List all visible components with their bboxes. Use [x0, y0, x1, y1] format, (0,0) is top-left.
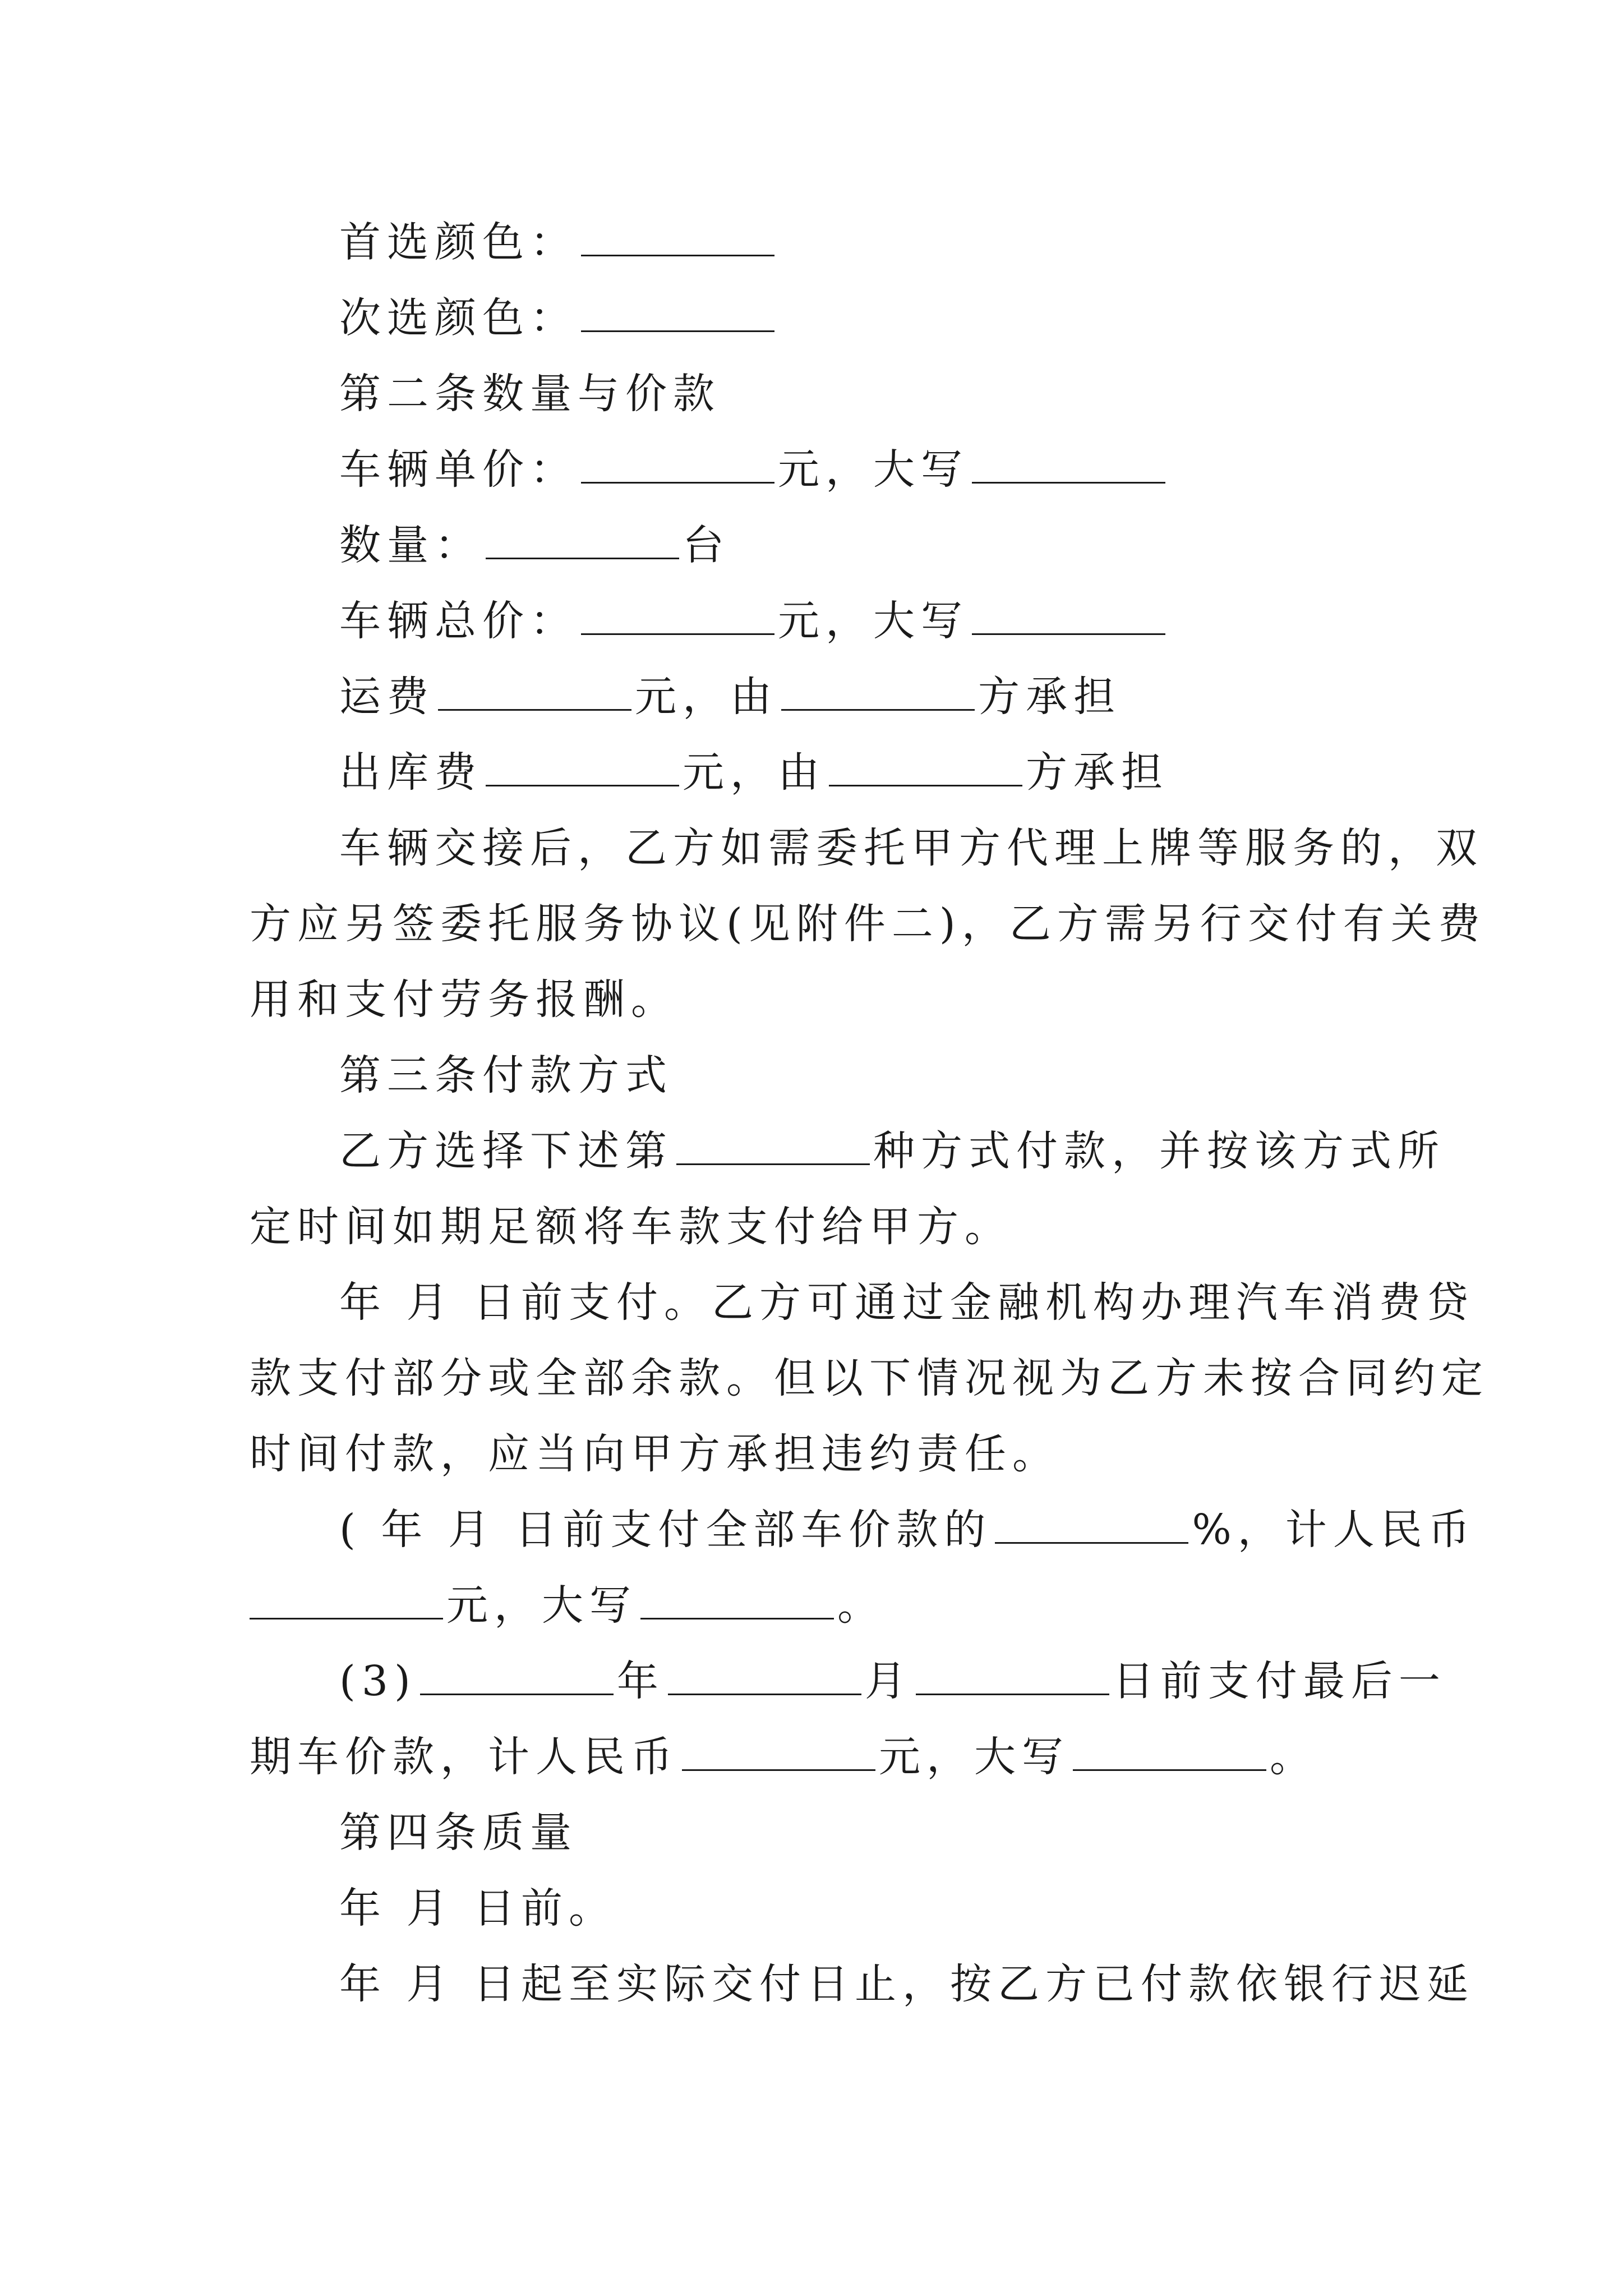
paragraph-text: 车辆交接后，乙方如需委托甲方代理上牌等服务的，双	[339, 824, 1483, 872]
quantity-label: 数量：	[339, 521, 482, 569]
paragraph-text: 定时间如期足额将车款支付给甲方。	[250, 1203, 1012, 1251]
full-payment-text-2: %，计人民币	[1192, 1506, 1476, 1554]
month-label: 月	[864, 1657, 912, 1705]
line-date-from	[0, 1960, 1623, 2008]
article-3-title: 第三条付款方式	[339, 1051, 673, 1099]
final-rmb-blank	[682, 1737, 875, 1771]
freight-amount-blank	[438, 677, 631, 711]
freight-bear-label: 方承担	[978, 673, 1121, 721]
year-label: 年	[616, 1657, 665, 1705]
outbound-fee-amount-blank	[486, 752, 679, 786]
paragraph-text: 方应另签委托服务协议(见附件二)，乙方需另行交付有关费	[250, 900, 1486, 948]
outbound-fee-by-label: 元，由	[683, 748, 826, 797]
rmb-amount-blank	[250, 1585, 443, 1619]
article-2-heading	[0, 370, 1623, 418]
paragraph-loan-line-2	[0, 1354, 1623, 1402]
line-unit-price	[0, 445, 1623, 494]
paragraph-text: 用和支付劳务报酬。	[250, 976, 679, 1024]
paragraph-text: 款支付部分或全部余款。但以下情况视为乙方未按合同约定	[250, 1354, 1489, 1402]
full-payment-text: ( 年 月 日前支付全部车价款的	[339, 1506, 992, 1554]
line-outbound-fee	[0, 748, 1623, 797]
month-blank	[668, 1661, 861, 1695]
total-price-capital-label: 元，大写	[778, 597, 969, 645]
article-4-heading	[0, 1809, 1623, 1857]
paragraph-text: 年 月 日起至实际交付日止，按乙方已付款依银行迟延	[339, 1960, 1475, 2008]
paragraph-loan-line-3	[0, 1430, 1623, 1478]
article-2-title: 第二条数量与价款	[339, 370, 721, 418]
day-blank	[916, 1661, 1109, 1695]
line-preferred-color	[0, 218, 1623, 266]
line-final-payment	[0, 1657, 1623, 1705]
freight-party-blank	[781, 677, 975, 711]
freight-label: 运费	[339, 673, 435, 721]
total-price-label: 车辆总价：	[339, 597, 578, 645]
capital-label: 元，大写	[446, 1581, 637, 1630]
paragraph-handover-line-2	[0, 900, 1623, 948]
quantity-unit: 台	[683, 521, 730, 569]
unit-price-label: 车辆单价：	[339, 445, 578, 494]
paragraph-text: 年 月 日前支付。乙方可通过金融机构办理汽车消费贷	[339, 1278, 1475, 1327]
paragraph-text: 时间付款，应当向甲方承担违约责任。	[250, 1430, 1060, 1478]
item-number: (3)	[339, 1657, 417, 1705]
paragraph-handover-line-1	[0, 824, 1623, 872]
line-final-payment-cont	[0, 1733, 1623, 1781]
preferred-color-blank	[581, 222, 774, 256]
outbound-fee-bear-label: 方承担	[1026, 748, 1169, 797]
freight-by-label: 元，由	[635, 673, 778, 721]
line-payment-choice-cont	[0, 1203, 1623, 1251]
line-total-price	[0, 597, 1623, 645]
year-blank	[420, 1661, 614, 1695]
unit-price-capital-blank	[972, 449, 1165, 484]
outbound-fee-label: 出库费	[339, 748, 482, 797]
paragraph-handover-line-3	[0, 976, 1623, 1024]
line-full-payment-cont	[0, 1581, 1623, 1630]
period: 。	[1270, 1733, 1317, 1781]
final-capital-label: 元，大写	[879, 1733, 1069, 1781]
quantity-blank	[486, 525, 679, 559]
preferred-color-label: 首选颜色：	[339, 218, 578, 266]
total-price-blank	[581, 601, 774, 635]
capital-amount-blank	[640, 1585, 834, 1619]
outbound-fee-party-blank	[829, 752, 1022, 786]
line-quantity	[0, 521, 1623, 569]
paragraph-text: 年 月 日前。	[339, 1884, 617, 1932]
paragraph-loan-line-1	[0, 1278, 1623, 1327]
line-secondary-color	[0, 294, 1623, 342]
article-3-heading	[0, 1051, 1623, 1099]
line-payment-choice	[0, 1127, 1623, 1175]
final-capital-blank	[1073, 1737, 1266, 1771]
payment-method-blank	[676, 1131, 870, 1165]
article-4-title: 第四条质量	[339, 1809, 578, 1857]
period: 。	[837, 1581, 885, 1630]
unit-price-capital-label: 元，大写	[778, 445, 969, 494]
secondary-color-label: 次选颜色：	[339, 294, 578, 342]
line-full-payment	[0, 1506, 1623, 1554]
line-date-before	[0, 1884, 1623, 1932]
payment-choice-text-2: 种方式付款，并按该方式所	[873, 1127, 1445, 1175]
payment-choice-text: 乙方选择下述第	[339, 1127, 673, 1175]
unit-price-blank	[581, 449, 774, 484]
final-payment-text: 日前支付最后一	[1112, 1657, 1446, 1705]
total-price-capital-blank	[972, 601, 1165, 635]
secondary-color-blank	[581, 298, 774, 332]
final-payment-text-2: 期车价款，计人民币	[250, 1733, 679, 1781]
percent-blank	[995, 1510, 1188, 1544]
line-freight	[0, 673, 1623, 721]
